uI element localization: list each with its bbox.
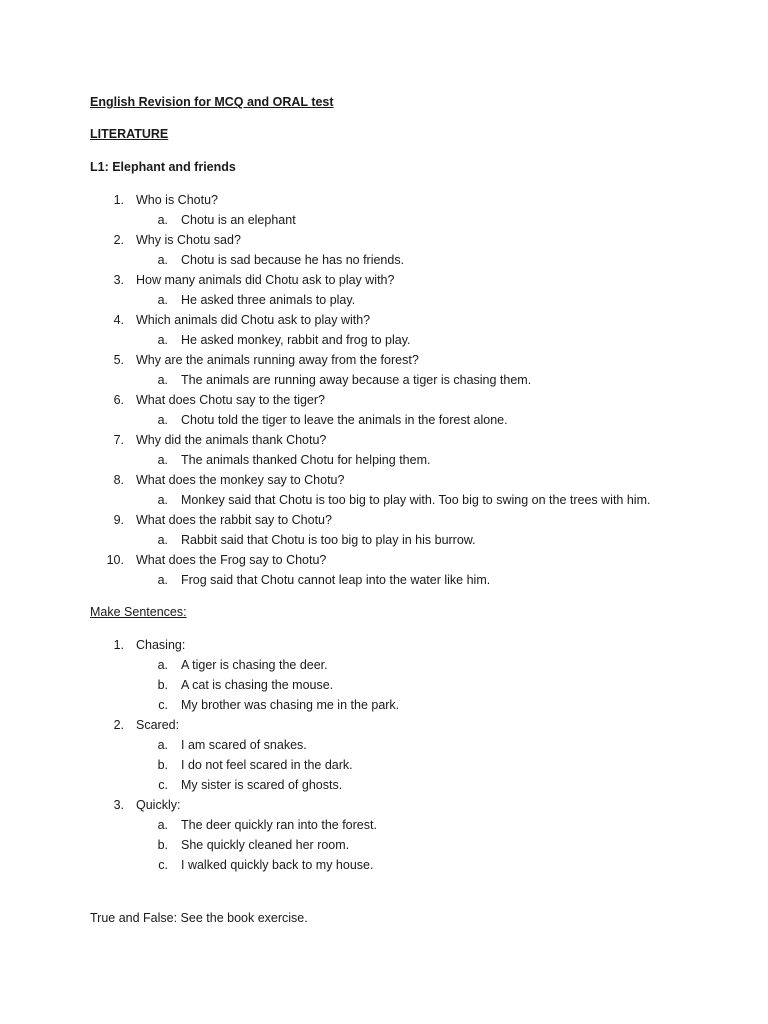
example-text: I walked quickly back to my house. [181,858,374,872]
example-label: c. [158,858,168,872]
example-text: A tiger is chasing the deer. [181,658,328,672]
question-number: 9. [113,513,124,527]
answer-text: The animals thanked Chotu for helping them. [181,453,431,467]
sentence-number: 3. [113,798,124,812]
question-number: 2. [113,233,124,247]
example-label: a. [157,738,168,752]
sentence-number: 1. [113,638,124,652]
example-text: My sister is scared of ghosts. [181,778,343,792]
sentence-word: Chasing: [136,638,186,652]
answer-text: Frog said that Chotu cannot leap into the water like him. [181,573,491,587]
question-number: 8. [113,473,124,487]
example-text: My brother was chasing me in the park. [181,698,400,712]
question-text: Who is Chotu? [136,193,218,207]
example-text: I do not feel scared in the dark. [181,758,353,772]
question-number: 10. [106,553,124,567]
question-text: Which animals did Chotu ask to play with? [136,313,371,327]
sentence-word: Scared: [136,718,180,732]
example-text: She quickly cleaned her room. [181,838,350,852]
answer-label: a. [157,453,168,467]
question-number: 1. [113,193,124,207]
answer-text: Monkey said that Chotu is too big to play with. Too big to swing on the trees with him. [181,493,651,507]
question-text: What does the Frog say to Chotu? [136,553,327,567]
answer-label: a. [157,333,168,347]
answer-label: a. [157,213,168,227]
example-label: a. [157,658,168,672]
question-number: 6. [113,393,124,407]
sentence-number: 2. [113,718,124,732]
question-text: What does Chotu say to the tiger? [136,393,325,407]
question-text: Why are the animals running away from the forest? [136,353,419,367]
answer-text: Chotu is sad because he has no friends. [181,253,405,267]
question-number: 5. [113,353,124,367]
example-label: c. [158,698,168,712]
question-text: Why did the animals thank Chotu? [136,433,327,447]
answer-label: a. [157,533,168,547]
question-number: 7. [113,433,124,447]
answer-text: Chotu told the tiger to leave the animals in the forest alone. [181,413,508,427]
example-text: I am scared of snakes. [181,738,307,752]
question-text: What does the rabbit say to Chotu? [136,513,332,527]
footer-note: True and False: See the book exercise. [90,911,308,925]
sentences-heading: Make Sentences: [90,605,187,619]
question-number: 4. [113,313,124,327]
example-text: The deer quickly ran into the forest. [181,818,377,832]
answer-text: Rabbit said that Chotu is too big to play in his burrow. [181,533,476,547]
answer-label: a. [157,573,168,587]
example-label: b. [157,678,168,692]
example-label: b. [157,758,168,772]
example-label: c. [158,778,168,792]
answer-label: a. [157,373,168,387]
document-title: English Revision for MCQ and ORAL test [90,95,334,109]
example-text: A cat is chasing the mouse. [181,678,334,692]
answer-label: a. [157,253,168,267]
example-label: b. [157,838,168,852]
answer-text: He asked three animals to play. [181,293,356,307]
example-label: a. [157,818,168,832]
question-text: Why is Chotu sad? [136,233,241,247]
answer-label: a. [157,493,168,507]
question-text: How many animals did Chotu ask to play with? [136,273,395,287]
question-text: What does the monkey say to Chotu? [136,473,345,487]
answer-label: a. [157,413,168,427]
answer-label: a. [157,293,168,307]
question-number: 3. [113,273,124,287]
answer-text: Chotu is an elephant [181,213,296,227]
answer-text: He asked monkey, rabbit and frog to play. [181,333,411,347]
lesson-heading: L1: Elephant and friends [90,160,236,174]
section-heading: LITERATURE [90,127,169,141]
answer-text: The animals are running away because a tiger is chasing them. [181,373,532,387]
sentence-word: Quickly: [136,798,181,812]
